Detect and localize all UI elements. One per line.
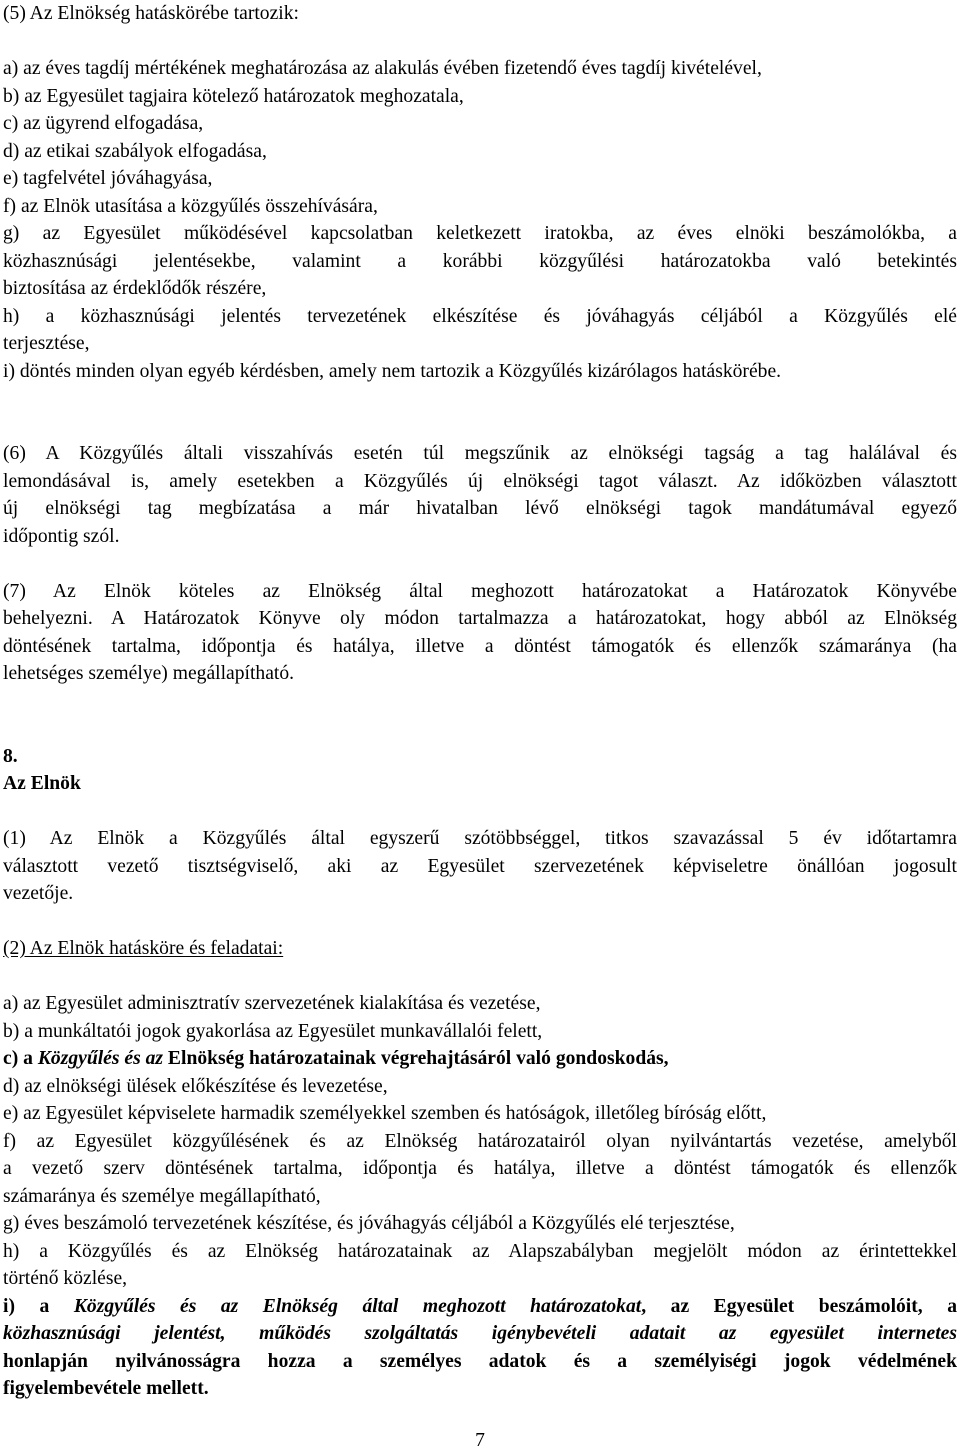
- spacer: [3, 963, 957, 991]
- section-8-paragraph-1: [3, 825, 957, 908]
- spacer: [3, 908, 957, 936]
- paragraph-7: [3, 578, 957, 688]
- elnok-item-h-line-2: történő közlése,: [3, 1268, 128, 1289]
- paragraph-7-line-4: lehetséges személye) megállapítható.: [3, 663, 295, 684]
- elnok-item-i-line-2: közhasznúsági jelentést, működés szolgáltatás igénybevételi adatait az egyesület internetes: [3, 1323, 957, 1344]
- section-5-list: [3, 55, 957, 385]
- list-item-g-line-1: g) az Egyesület működésével kapcsolatban keletkezett iratokba, az éves elnöki beszámolókba, a: [3, 223, 957, 244]
- list-item-h-line-1: h) a közhasznúsági jelentés tervezetének elkészítése és jóváhagyás céljából a Közgyűlés elé: [3, 305, 957, 327]
- section-8-paragraph-2-heading: (2) Az Elnök hatásköre és feladatai:: [3, 938, 284, 959]
- document-page: [3, 0, 957, 1403]
- elnok-item-i-line-3: honlapján nyilvánosságra hozza a személyes adatok és a személyiségi jogok védelmének: [3, 1350, 957, 1372]
- elnok-item-f-line-2: a vezető szerv döntésének tartalma, időpontja és hatálya, illetve a döntést támogatók és ellenzők: [3, 1158, 957, 1179]
- section-8-paragraph-1-line-2: választott vezető tisztségviselő, aki az Egyesület szervezetének képviseletre önállóan jogosult: [3, 855, 957, 877]
- section-5-heading: (5) Az Elnökség hatáskörébe tartozik:: [3, 3, 299, 24]
- elnok-item-c-italic: Közgyűlés és az: [37, 1048, 164, 1069]
- list-item-g-line-2: közhasznúsági jelentésekbe, valamint a korábbi közgyűlési határozatokba való betekintés: [3, 250, 957, 272]
- elnok-item-i-prefix: i) a: [3, 1295, 74, 1317]
- spacer: [3, 385, 957, 413]
- spacer: [3, 688, 957, 716]
- section-8-paragraph-1-line-3: vezetője.: [3, 883, 74, 904]
- section-8-number: 8.: [3, 745, 18, 767]
- elnok-item-h-line-1: h) a Közgyűlés és az Elnökség határozatainak az Alapszabályban megjelölt módon az érintettekkel: [3, 1240, 957, 1262]
- list-item-c: c) az ügyrend elfogadása,: [3, 113, 204, 134]
- paragraph-6-line-1: (6) A Közgyűlés általi visszahívás esetén túl megszűnik az elnökségi tagság a tag halálával és: [3, 443, 957, 464]
- spacer: [3, 28, 957, 56]
- elnok-item-i-line-1: [3, 1293, 957, 1321]
- list-item-h-line-2: terjesztése,: [3, 333, 90, 354]
- elnok-item-e: e) az Egyesület képviselete harmadik személyekkel szemben és hatóságok, illetőleg bíróság előtt,: [3, 1103, 767, 1124]
- section-8-title: Az Elnök: [3, 773, 81, 794]
- elnok-item-f-line-3: számaránya és személye megállapítható,: [3, 1185, 321, 1207]
- elnok-item-i-line-4: figyelembevétele mellett.: [3, 1378, 209, 1399]
- paragraph-6-line-3: új elnökségi tag megbízatása a már hivatalban lévő elnökségi tagok mandátumával egyező: [3, 498, 957, 519]
- elnok-item-f-line-1: f) az Egyesület közgyűlésének és az Elnökség határozatairól olyan nyilvántartás vezetése, amelyből: [3, 1130, 957, 1152]
- list-item-f: f) az Elnök utasítása a közgyűlés összehívására,: [3, 195, 378, 217]
- elnok-item-a: a) az Egyesület adminisztratív szervezetének kialakítása és vezetése,: [3, 993, 541, 1014]
- list-item-b: b) az Egyesület tagjaira kötelező határozatok meghozatala,: [3, 85, 464, 107]
- list-item-d: d) az etikai szabályok elfogadása,: [3, 140, 267, 162]
- paragraph-7-line-1: (7) Az Elnök köteles az Elnökség által meghozott határozatokat a Határozatok Könyvébe: [3, 580, 957, 602]
- elnok-item-i-mid: , az Egyesület beszámolóit, a: [641, 1295, 957, 1317]
- elnok-item-c-prefix: c) a: [3, 1048, 38, 1069]
- paragraph-6-line-4: időpontig szól.: [3, 525, 120, 547]
- paragraph-7-line-2: behelyezni. A Határozatok Könyve oly módon tartalmazza a határozatokat, hogy abból az Elnökség: [3, 608, 957, 629]
- elnok-item-c: [3, 1045, 957, 1073]
- list-item-a: a) az éves tagdíj mértékének meghatározása az alakulás évében fizetendő éves tagdíj kivételével,: [3, 58, 762, 79]
- page-number: 7: [475, 1430, 485, 1451]
- paragraph-6-line-2: lemondásával is, amely esetekben a Közgyűlés új elnökségi tagot választ. Az időközben választott: [3, 470, 957, 492]
- elnok-item-i-italic: Közgyűlés és az Elnökség által meghozott határozatokat: [73, 1295, 642, 1317]
- paragraph-7-line-3: döntésének tartalma, időpontja és hatálya, illetve a döntést támogatók és ellenzők számaránya (ha: [3, 635, 957, 657]
- paragraph-6: [3, 440, 957, 550]
- elnok-item-c-rest: Elnökség határozatainak végrehajtásáról való gondoskodás,: [163, 1048, 669, 1069]
- spacer: [3, 798, 957, 826]
- spacer: [3, 413, 957, 441]
- section-8-list: [3, 990, 957, 1403]
- list-item-e: e) tagfelvétel jóváhagyása,: [3, 168, 213, 189]
- spacer: [3, 715, 957, 743]
- list-item-g-line-3: biztosítása az érdeklődők részére,: [3, 278, 267, 299]
- elnok-item-g: g) éves beszámoló tervezetének készítése, és jóváhagyás céljából a Közgyűlés elé terjesztése,: [3, 1213, 735, 1234]
- list-item-i: i) döntés minden olyan egyéb kérdésben, amely nem tartozik a Közgyűlés kizárólagos hatáskörébe.: [3, 360, 782, 382]
- elnok-item-d: d) az elnökségi ülések előkészítése és levezetése,: [3, 1075, 388, 1097]
- elnok-item-b: b) a munkáltatói jogok gyakorlása az Egyesület munkavállalói felett,: [3, 1020, 543, 1042]
- section-8-paragraph-1-line-1: (1) Az Elnök a Közgyűlés által egyszerű szótöbbséggel, titkos szavazással 5 év időtartamra: [3, 828, 957, 849]
- spacer: [3, 550, 957, 578]
